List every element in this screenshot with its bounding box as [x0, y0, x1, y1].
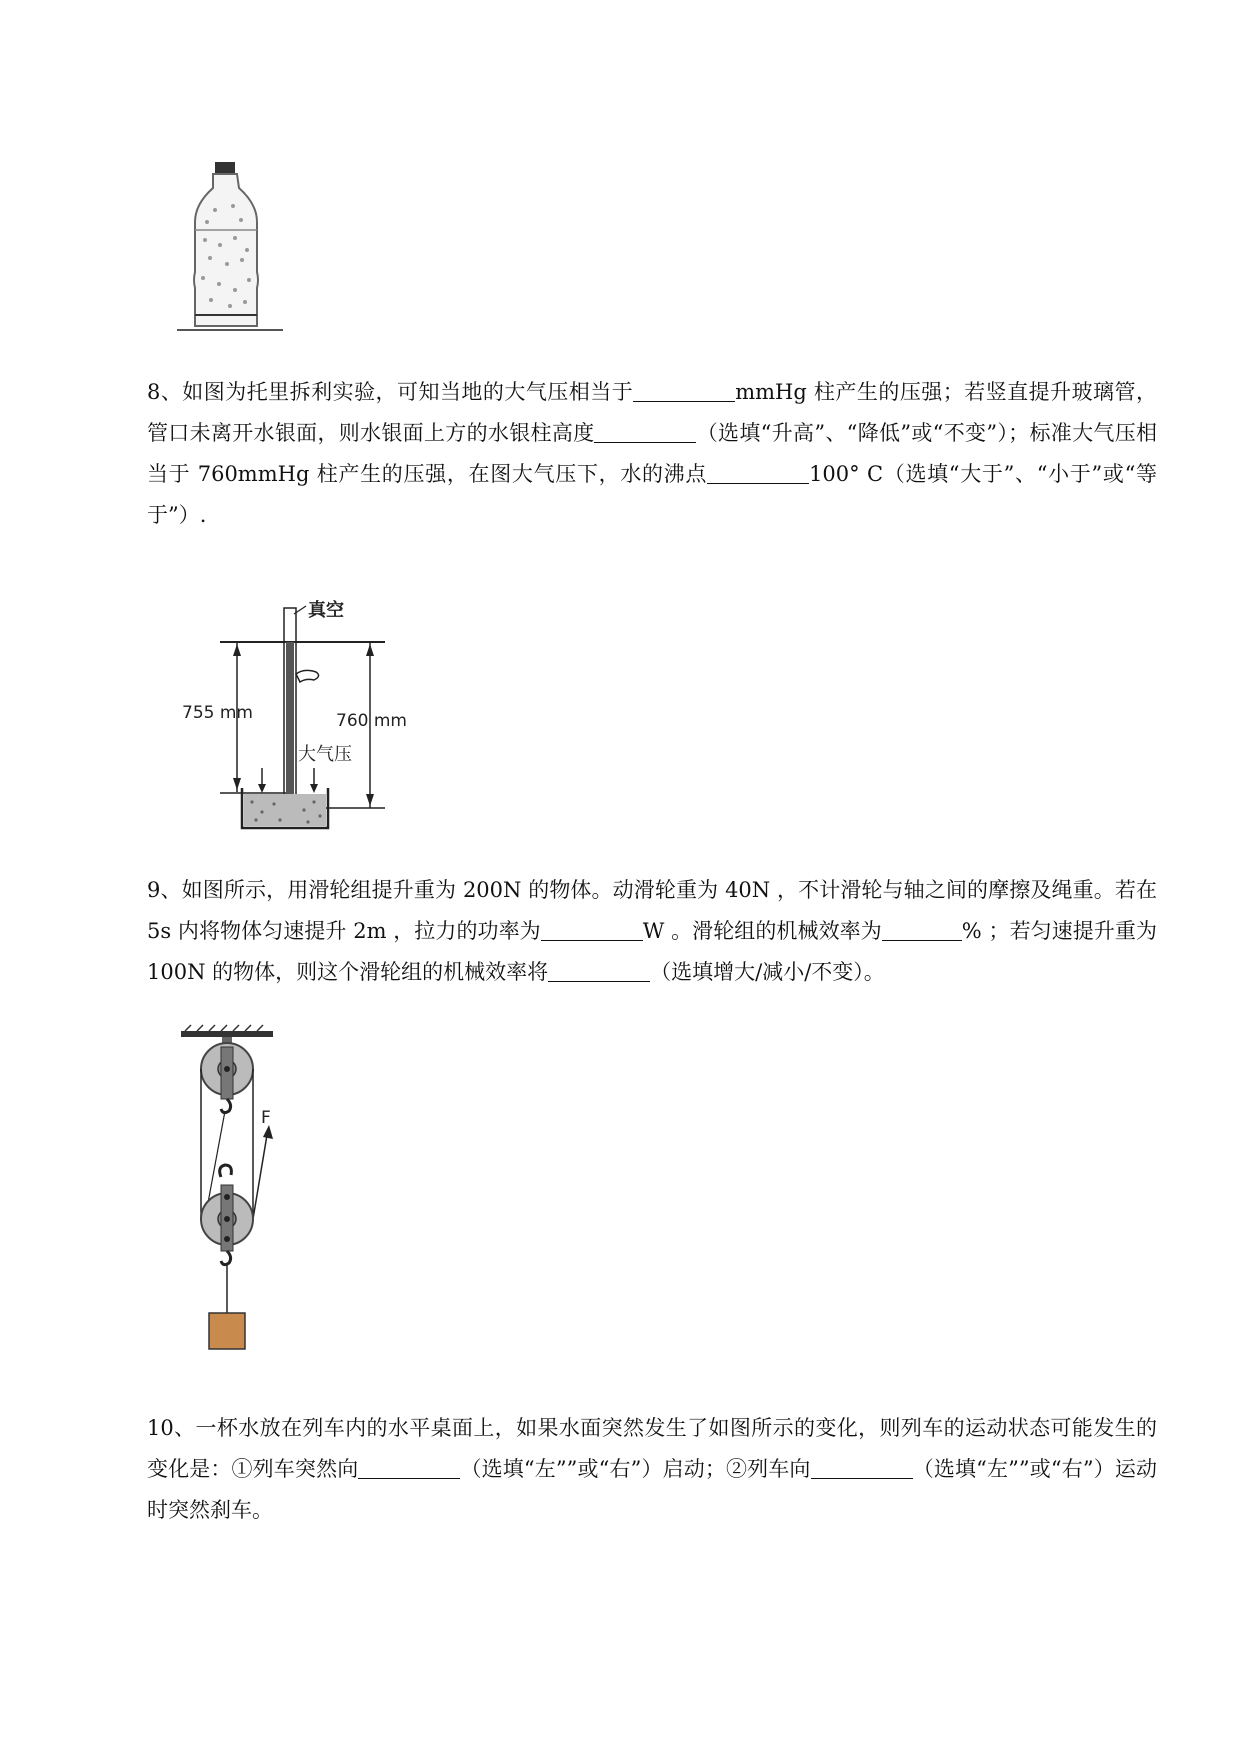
question-8 [147, 372, 1157, 536]
pulley-figure [175, 1025, 295, 1355]
q9-text-2: W 。滑轮组的机械效率为 [642, 919, 882, 943]
answer-blank [541, 918, 643, 941]
answer-blank [633, 379, 735, 402]
question-10 [147, 1408, 1157, 1531]
q8-text-1: 8、如图为托里拆利实验，可知当地的大气压相当于 [147, 380, 634, 404]
answer-blank [811, 1456, 913, 1479]
label-vacuum: 真空 [308, 600, 344, 621]
question-9 [147, 870, 1157, 993]
q10-text-2: （选填“左””或“右”）启动；②列车向 [460, 1457, 811, 1481]
answer-blank [707, 461, 809, 484]
label-755mm: 755 mm [182, 703, 253, 723]
q10-text-1: 10、一杯水放在列车内的水平桌面上，如果水面突然发生了如图所示的变化，则列车的运动状态可能发生的变化是：①列车突然向 [147, 1416, 1157, 1481]
force-label: F [261, 1108, 271, 1128]
answer-blank [548, 959, 650, 982]
q9-text-4: （选填增大/减小/不变）。 [650, 960, 885, 984]
answer-blank [882, 918, 962, 941]
label-atmosphere: 大气压 [298, 744, 352, 765]
q9-text-3: % ；若匀速提升重为 100N 的物体，则这个滑轮组的机械效率将 [147, 919, 1158, 984]
bottle-figure [175, 160, 285, 338]
q10-text-3: （选填“左””或“右”）运动时突然刹车。 [147, 1457, 1157, 1522]
answer-blank [594, 420, 696, 443]
q9-text-1: 9、如图所示，用滑轮组提升重为 200N 的物体。动滑轮重为 40N ，不计滑轮与轴之间的摩擦及绳重。若在 5s 内将物体匀速提升 2m ，拉力的功率为 [147, 878, 1157, 943]
q8-text-4: 100° C（选填“大于”、“小于”或“等于”）. [147, 462, 1158, 527]
q8-text-2: mmHg 柱产生的压强；若竖直提升玻璃管，管口未离开水银面，则水银面上方的水银柱高度 [147, 380, 1157, 445]
answer-blank [358, 1456, 460, 1479]
label-760mm: 760 mm [336, 711, 407, 731]
torricelli-figure [182, 600, 430, 840]
q8-text-3: （选填“升高”、“降低”或“不变”）；标准大气压相当于 760mmHg 柱产生的压强，在图大气压下，水的沸点 [147, 421, 1158, 486]
